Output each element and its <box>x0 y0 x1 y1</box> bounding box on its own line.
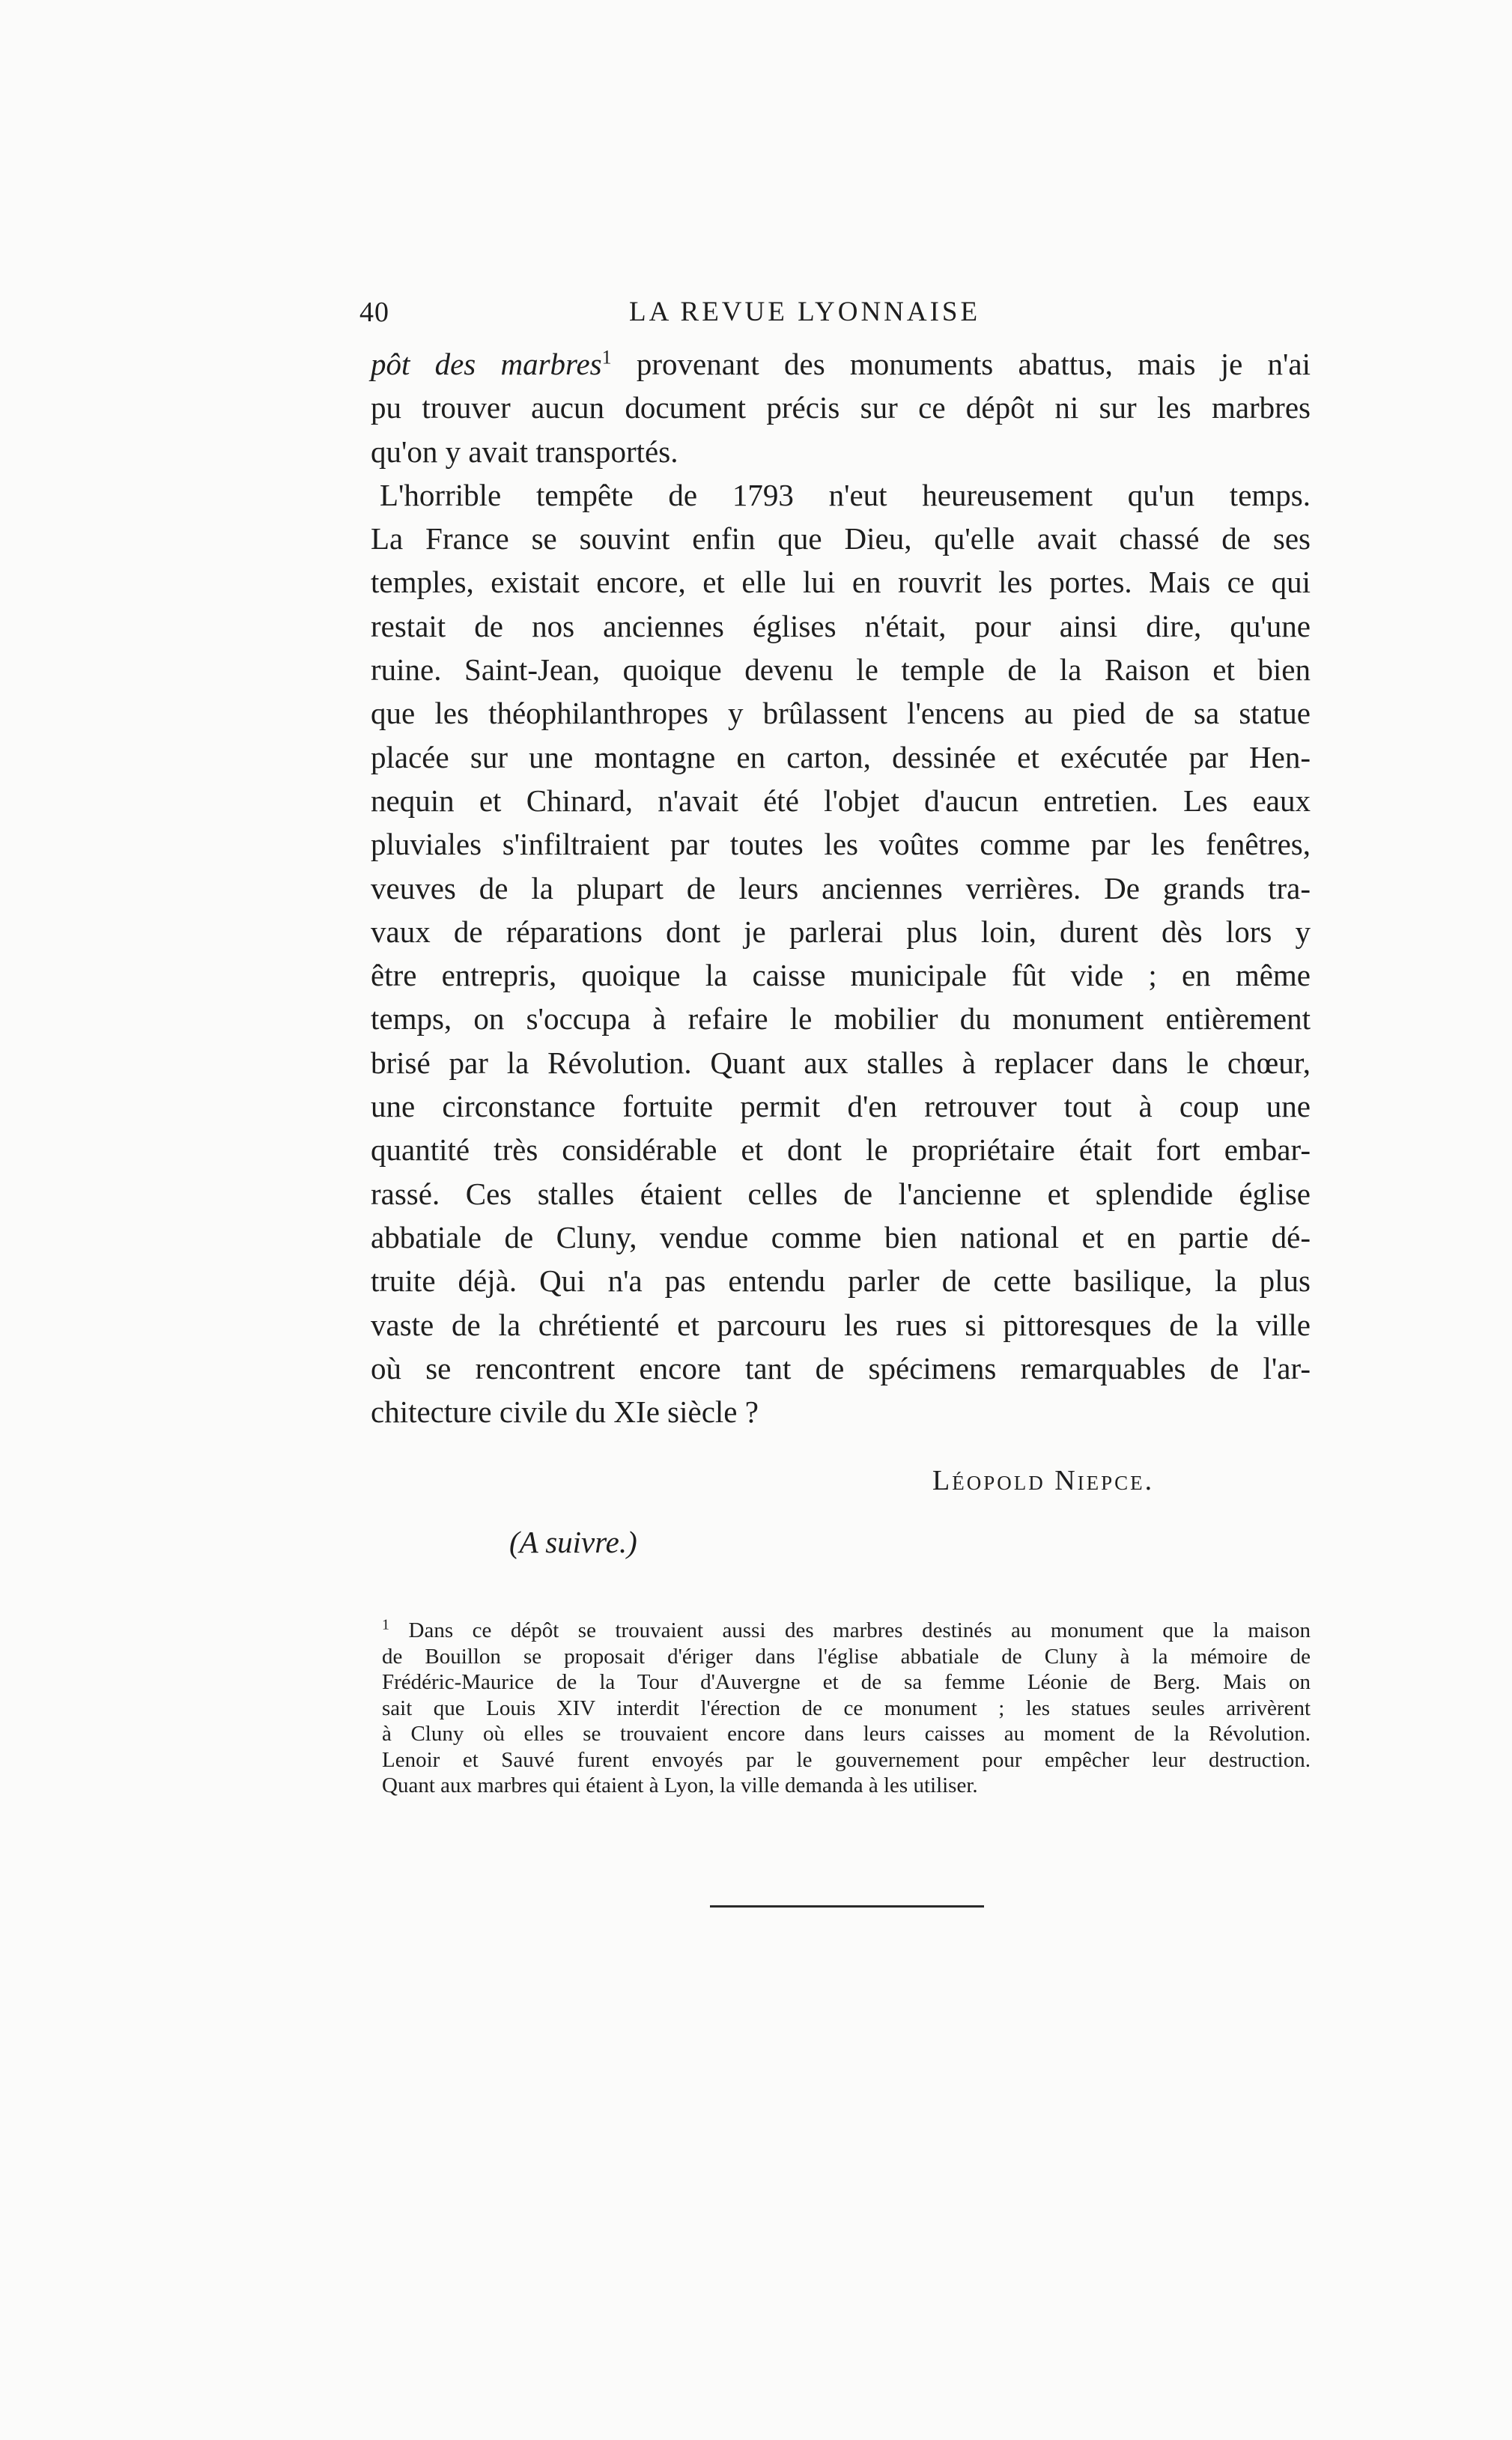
text-line: brisé par la Révolution. Quant aux stalles à replacer dans le chœur, <box>371 1045 1311 1080</box>
to-be-continued-note: (A suivre.) <box>509 1525 637 1559</box>
footnote-line <box>382 1618 1311 1644</box>
section-end-rule <box>710 1905 984 1908</box>
text-line: veuves de la plupart de leurs anciennes verrières. De grands tra- <box>371 870 1311 905</box>
text-line: vaste de la chrétienté et parcouru les rues si pittoresques de la ville <box>371 1307 1311 1342</box>
footnote-line: Quant aux marbres qui étaient à Lyon, la ville demanda à les utiliser. <box>382 1773 978 1797</box>
footnote-reference[interactable]: 1 <box>601 346 612 368</box>
running-head <box>359 296 1311 333</box>
text-line: nequin et Chinard, n'avait été l'objet d'aucun entretien. Les eaux <box>371 783 1311 818</box>
footnote-line: Frédéric-Maurice de la Tour d'Auvergne et de sa femme Léonie de Berg. Mais on <box>382 1670 1311 1694</box>
text-line: truite déjà. Qui n'a pas entendu parler de cette basilique, la plus <box>371 1263 1311 1299</box>
text-line: restait de nos anciennes églises n'était, pour ainsi dire, qu'une <box>371 608 1311 643</box>
text-line: rassé. Ces stalles étaient celles de l'ancienne et splendide église <box>371 1176 1311 1211</box>
text-line <box>371 342 1311 386</box>
text-line-rest: provenant des monuments abattus, mais je n'ai <box>611 347 1311 381</box>
text-line: chitecture civile du XIe siècle ? <box>371 1394 759 1430</box>
text-line: ruine. Saint-Jean, quoique devenu le temple de la Raison et bien <box>371 652 1311 688</box>
footnote-line: de Bouillon se proposait d'ériger dans l'église abbatiale de Cluny à la mémoire de <box>382 1644 1311 1669</box>
page-number: 40 <box>359 297 389 328</box>
footnote-line: Lenoir et Sauvé furent envoyés par le gouvernement pour empêcher leur destruction. <box>382 1747 1311 1772</box>
text-line: La France se souvint enfin que Dieu, qu'elle avait chassé de ses <box>371 521 1311 556</box>
text-line: vaux de réparations dont je parlerai plus loin, durent dès lors y <box>371 914 1311 949</box>
text-line: être entrepris, quoique la caisse municipale fût vide ; en même <box>371 958 1311 993</box>
footnote-line-text: Dans ce dépôt se trouvaient aussi des marbres destinés au monument que la maison <box>408 1618 1311 1642</box>
text-line: quantité très considérable et dont le propriétaire était fort embar- <box>371 1132 1311 1168</box>
text-line: L'horrible tempête de 1793 n'eut heureusement qu'un temps. <box>380 477 1311 512</box>
author-signature: Léopold Niepce. <box>932 1465 1155 1496</box>
journal-title: LA REVUE LYONNAISE <box>629 297 981 327</box>
text-line: pluviales s'infiltraient par toutes les voûtes comme par les fenêtres, <box>371 827 1311 862</box>
footnote <box>382 1618 1311 1799</box>
footnote-marker: 1 <box>382 1616 389 1633</box>
text-line: temps, on s'occupa à refaire le mobilier du monument entièrement <box>371 1001 1311 1037</box>
text-line: abbatiale de Cluny, vendue comme bien national et en partie dé- <box>371 1219 1311 1254</box>
body-text <box>371 342 1311 1433</box>
footnote-line: à Cluny où elles se trouvaient encore dans leurs caisses au moment de la Révolution. <box>382 1722 1311 1746</box>
italic-phrase: pôt des marbres <box>371 347 602 381</box>
text-line: placée sur une montagne en carton, dessinée et exécutée par Hen- <box>371 739 1311 774</box>
text-line: qu'on y avait transportés. <box>371 434 678 469</box>
text-line: où se rencontrent encore tant de spécimens remarquables de l'ar- <box>371 1350 1311 1386</box>
text-line: temples, existait encore, et elle lui en rouvrit les portes. Mais ce qui <box>371 565 1311 600</box>
text-line: une circonstance fortuite permit d'en retrouver tout à coup une <box>371 1089 1311 1124</box>
text-line: que les théophilanthropes y brûlassent l'encens au pied de sa statue <box>371 696 1311 731</box>
footnote-line: sait que Louis XIV interdit l'érection de ce monument ; les statues seules arrivèrent <box>382 1696 1311 1720</box>
text-line: pu trouver aucun document précis sur ce dépôt ni sur les marbres <box>371 390 1311 425</box>
